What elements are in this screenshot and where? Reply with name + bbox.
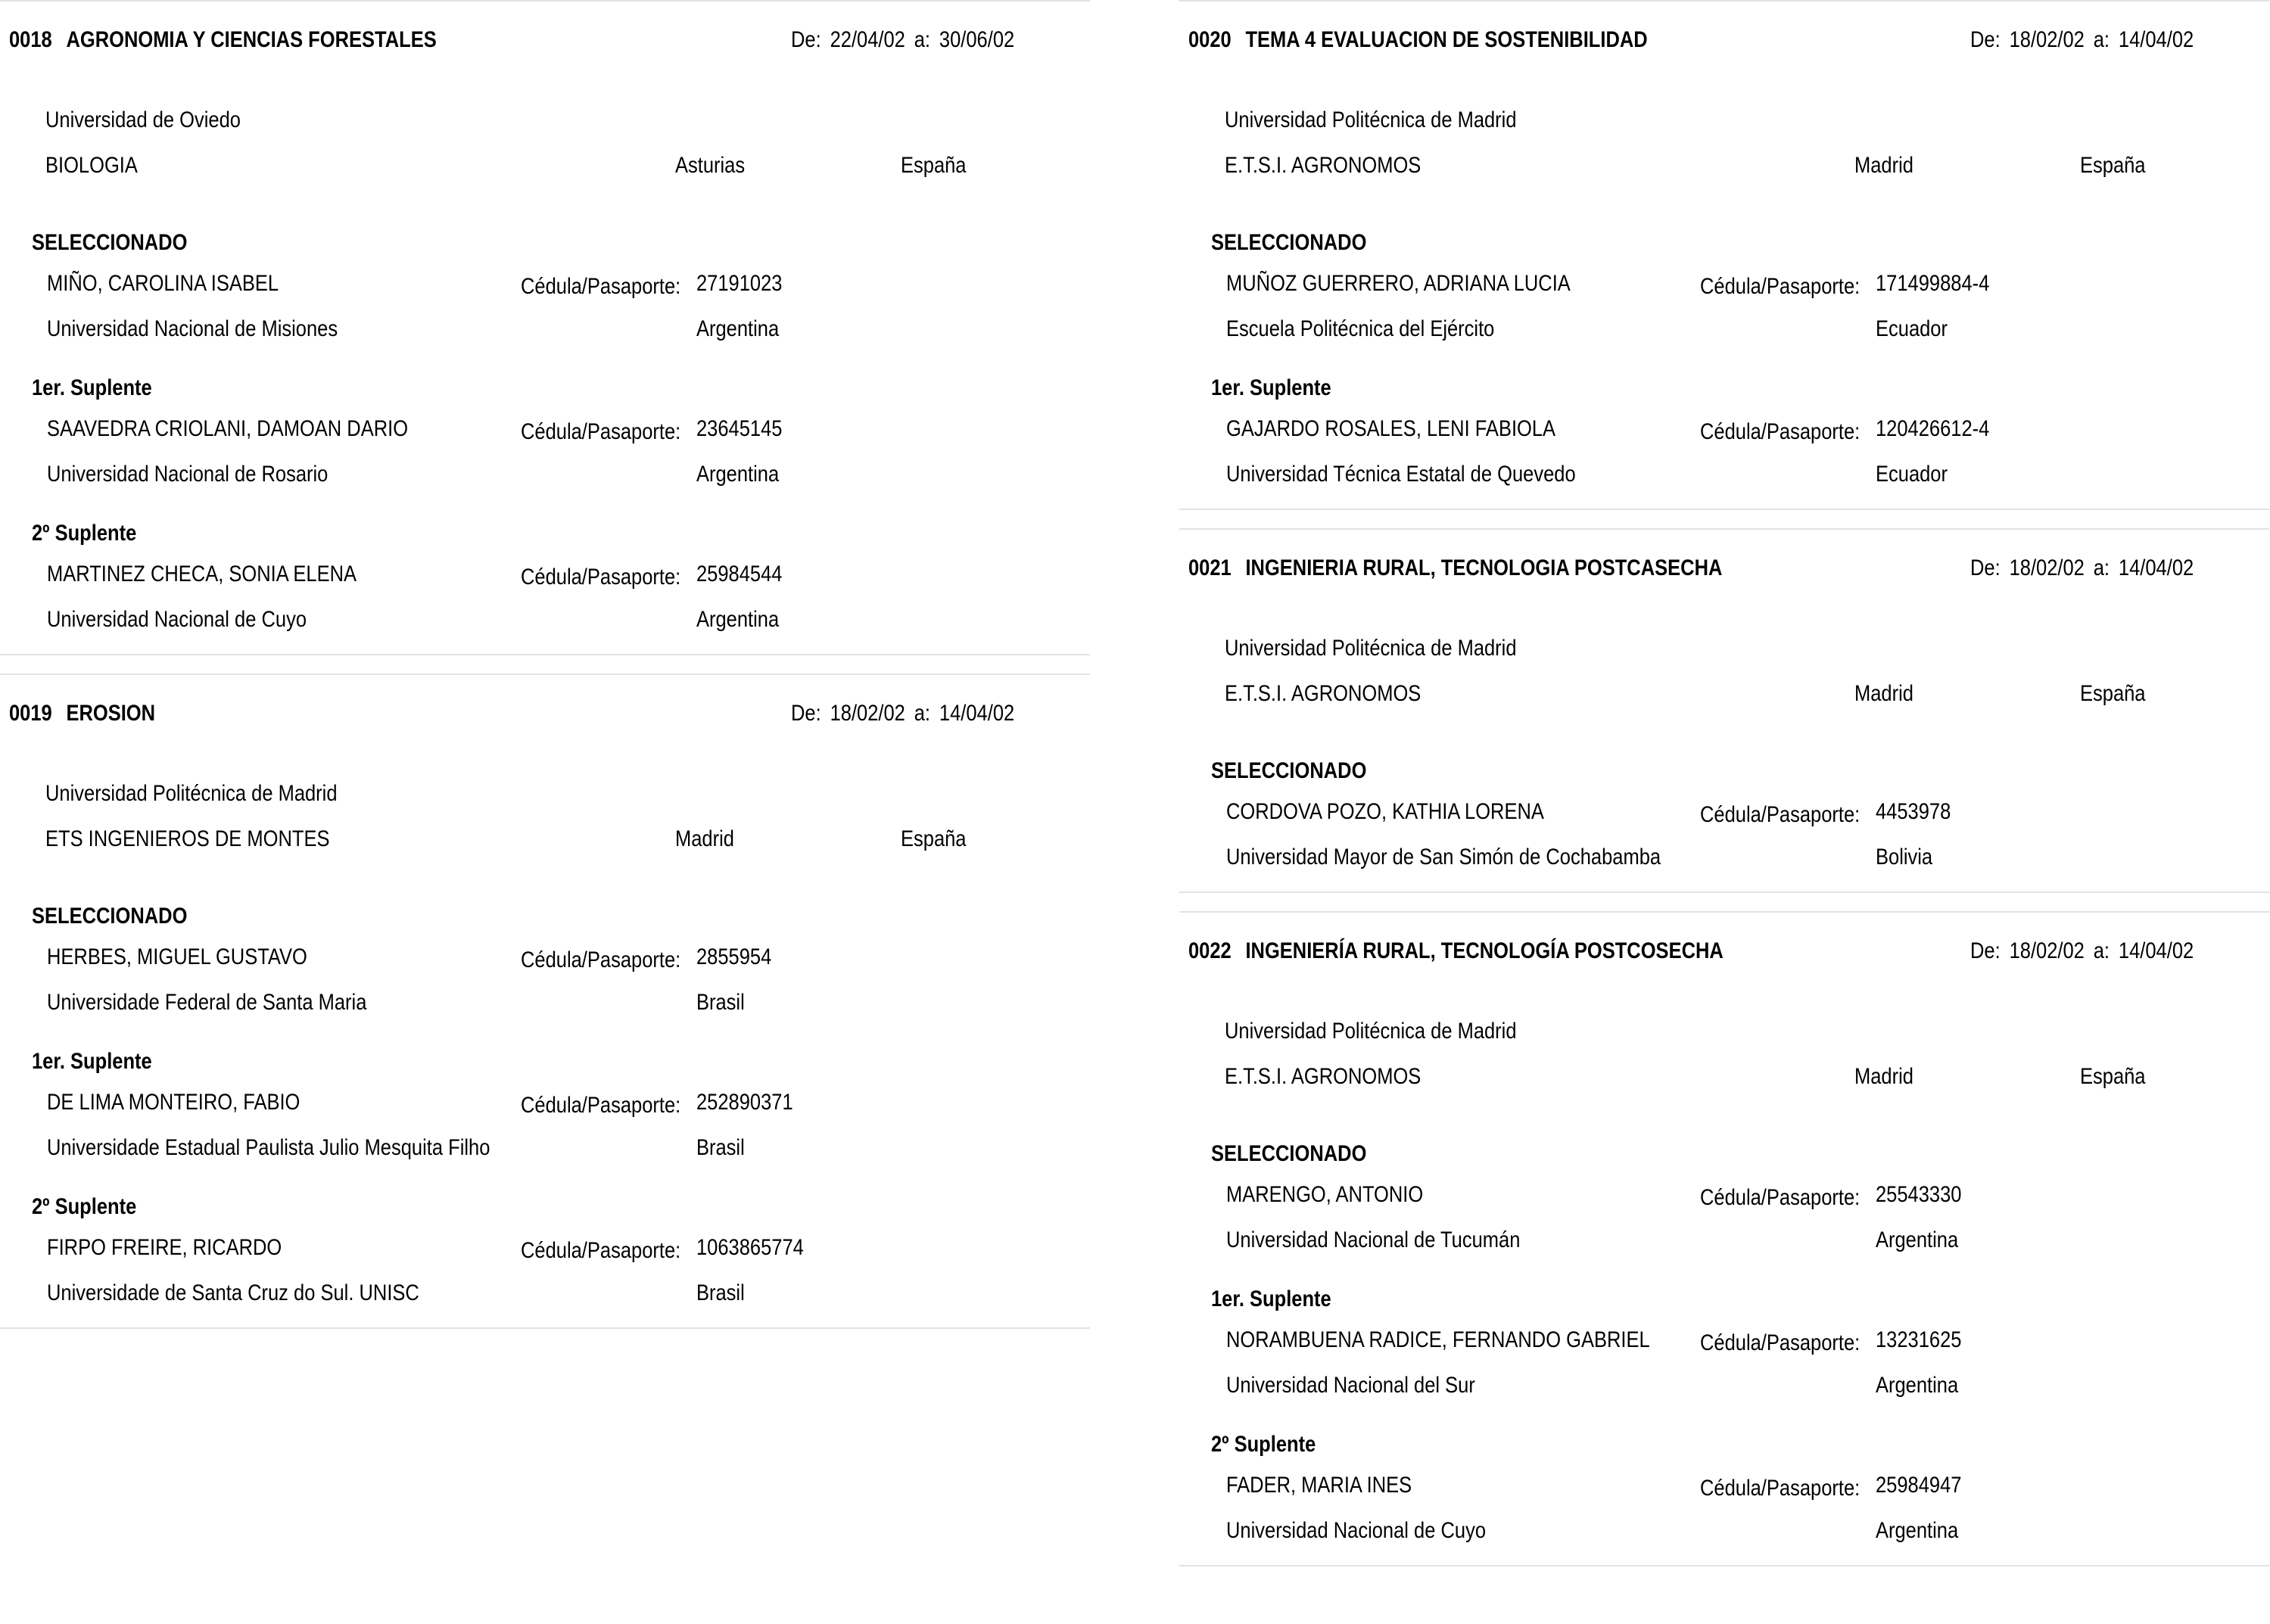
host-department: E.T.S.I. AGRONOMOS xyxy=(1225,681,1421,706)
program-block xyxy=(0,674,1090,1329)
candidate-role: 1er. Suplente xyxy=(32,375,152,400)
program-dates xyxy=(1970,938,2203,964)
host-country: España xyxy=(901,826,967,851)
date-to-label: a: xyxy=(914,701,931,726)
date-from-label: De: xyxy=(1970,27,2001,52)
program-block xyxy=(1179,911,2269,1566)
candidate-country: Argentina xyxy=(696,462,780,487)
candidate-id: 120426612-4 xyxy=(1876,416,1990,441)
date-to: 30/06/02 xyxy=(939,27,1015,52)
id-label: Cédula/Pasaporte: xyxy=(521,419,681,444)
id-label: Cédula/Pasaporte: xyxy=(521,947,681,972)
program-title: INGENIERIA RURAL, TECNOLOGIA POSTCASECHA xyxy=(1245,555,1723,580)
candidate-name: GAJARDO ROSALES, LENI FABIOLA xyxy=(1226,416,1556,441)
program-dates xyxy=(1970,27,2203,53)
candidate-id: 25984947 xyxy=(1876,1473,1962,1498)
id-label: Cédula/Pasaporte: xyxy=(521,274,681,299)
candidate-id: 25984544 xyxy=(696,562,783,586)
candidate-university: Universidad Nacional de Misiones xyxy=(47,316,338,341)
candidate-id: 23645145 xyxy=(696,416,783,441)
candidate-entry xyxy=(0,375,1090,519)
candidate-entry xyxy=(1179,1286,2269,1430)
date-to: 14/04/02 xyxy=(2118,555,2194,580)
program-block xyxy=(1179,528,2269,893)
id-label: Cédula/Pasaporte: xyxy=(1700,802,1861,827)
candidate-role: 2º Suplente xyxy=(1211,1432,1316,1457)
candidate-entry xyxy=(1179,230,2269,374)
program-header xyxy=(1188,27,1648,53)
candidate-university: Universidad Mayor de San Simón de Cochabamba xyxy=(1226,845,1661,870)
candidate-name: MARTINEZ CHECA, SONIA ELENA xyxy=(47,562,357,586)
program-block xyxy=(0,0,1090,655)
candidate-name: MIÑO, CAROLINA ISABEL xyxy=(47,271,279,296)
candidate-country: Brasil xyxy=(696,990,745,1015)
host-city: Madrid xyxy=(1854,153,1913,178)
id-label: Cédula/Pasaporte: xyxy=(521,1093,681,1118)
date-from: 18/02/02 xyxy=(2009,27,2085,52)
program-code: 0021 xyxy=(1188,555,1232,580)
candidate-university: Universidad Nacional de Rosario xyxy=(47,462,329,487)
host-department: ETS INGENIEROS DE MONTES xyxy=(45,826,330,851)
program-title: TEMA 4 EVALUACION DE SOSTENIBILIDAD xyxy=(1245,27,1648,52)
program-header xyxy=(1188,555,1722,581)
host-university: Universidad Politécnica de Madrid xyxy=(45,781,338,806)
host-city: Madrid xyxy=(1854,681,1913,706)
program-code: 0020 xyxy=(1188,27,1232,52)
candidate-university: Universidad Nacional de Tucumán xyxy=(1226,1227,1521,1252)
program-header xyxy=(1188,938,1724,964)
candidate-university: Escuela Politécnica del Ejército xyxy=(1226,316,1495,341)
host-country: España xyxy=(2080,1064,2146,1089)
candidate-university: Universidad Nacional de Cuyo xyxy=(1226,1518,1487,1543)
candidate-country: Brasil xyxy=(696,1280,745,1305)
right-column xyxy=(1179,0,2269,1585)
program-header xyxy=(9,27,437,53)
date-to: 14/04/02 xyxy=(2118,27,2194,52)
date-to: 14/04/02 xyxy=(2118,938,2194,963)
program-title: INGENIERÍA RURAL, TECNOLOGÍA POSTCOSECHA xyxy=(1245,938,1724,963)
candidate-entry xyxy=(0,904,1090,1047)
candidate-university: Universidade de Santa Cruz do Sul. UNISC xyxy=(47,1280,419,1305)
host-country: España xyxy=(2080,153,2146,178)
candidate-role: 1er. Suplente xyxy=(1211,375,1331,400)
candidate-university: Universidade Federal de Santa Maria xyxy=(47,990,367,1015)
program-code: 0018 xyxy=(9,27,52,52)
date-from-label: De: xyxy=(791,701,821,726)
candidate-role: 2º Suplente xyxy=(32,521,137,546)
candidate-university: Universidad Nacional de Cuyo xyxy=(47,607,307,632)
candidate-country: Brasil xyxy=(696,1135,745,1160)
program-title: AGRONOMIA Y CIENCIAS FORESTALES xyxy=(66,27,437,52)
host-country: España xyxy=(2080,681,2146,706)
program-block xyxy=(1179,0,2269,510)
program-code: 0022 xyxy=(1188,938,1232,963)
host-country: España xyxy=(901,153,967,178)
candidate-university: Universidad Técnica Estatal de Quevedo xyxy=(1226,462,1576,487)
candidate-id: 171499884-4 xyxy=(1876,271,1990,296)
id-label: Cédula/Pasaporte: xyxy=(1700,1330,1861,1355)
candidate-country: Argentina xyxy=(1876,1373,1959,1398)
date-to-label: a: xyxy=(2093,555,2110,580)
id-label: Cédula/Pasaporte: xyxy=(1700,1476,1861,1501)
candidate-id: 2855954 xyxy=(696,944,772,969)
candidate-role: SELECCIONADO xyxy=(1211,230,1367,255)
candidate-id: 25543330 xyxy=(1876,1182,1962,1207)
candidate-country: Argentina xyxy=(696,607,780,632)
program-title: EROSION xyxy=(66,701,156,726)
candidate-country: Ecuador xyxy=(1876,462,1948,487)
date-to-label: a: xyxy=(914,27,931,52)
date-from-label: De: xyxy=(1970,555,2001,580)
candidate-name: DE LIMA MONTEIRO, FABIO xyxy=(47,1090,300,1115)
candidate-name: MUÑOZ GUERRERO, ADRIANA LUCIA xyxy=(1226,271,1571,296)
candidate-entry xyxy=(0,230,1090,374)
candidate-role: SELECCIONADO xyxy=(1211,1141,1367,1166)
candidate-name: FADER, MARIA INES xyxy=(1226,1473,1412,1498)
candidate-country: Bolivia xyxy=(1876,845,1933,870)
candidate-entry xyxy=(0,1194,1090,1338)
candidate-role: 1er. Suplente xyxy=(32,1049,152,1074)
program-code: 0019 xyxy=(9,701,52,726)
candidate-entry xyxy=(0,521,1090,664)
host-department: E.T.S.I. AGRONOMOS xyxy=(1225,1064,1421,1089)
candidate-name: MARENGO, ANTONIO xyxy=(1226,1182,1424,1207)
id-label: Cédula/Pasaporte: xyxy=(521,1238,681,1263)
candidate-id: 4453978 xyxy=(1876,799,1951,824)
id-label: Cédula/Pasaporte: xyxy=(1700,419,1861,444)
date-from: 18/02/02 xyxy=(2009,938,2085,963)
candidate-name: CORDOVA POZO, KATHIA LORENA xyxy=(1226,799,1544,824)
candidate-role: SELECCIONADO xyxy=(32,904,188,929)
candidate-id: 1063865774 xyxy=(696,1235,804,1260)
candidate-name: FIRPO FREIRE, RICARDO xyxy=(47,1235,282,1260)
left-column xyxy=(0,0,1090,1347)
candidate-name: HERBES, MIGUEL GUSTAVO xyxy=(47,944,307,969)
candidate-country: Ecuador xyxy=(1876,316,1948,341)
candidate-country: Argentina xyxy=(696,316,780,341)
host-city: Madrid xyxy=(675,826,734,851)
date-from: 18/02/02 xyxy=(2009,555,2085,580)
host-department: E.T.S.I. AGRONOMOS xyxy=(1225,153,1421,178)
id-label: Cédula/Pasaporte: xyxy=(521,565,681,590)
host-city: Asturias xyxy=(675,153,746,178)
host-university: Universidad Politécnica de Madrid xyxy=(1225,1019,1517,1044)
candidate-name: SAAVEDRA CRIOLANI, DAMOAN DARIO xyxy=(47,416,409,441)
candidate-id: 27191023 xyxy=(696,271,783,296)
id-label: Cédula/Pasaporte: xyxy=(1700,1185,1861,1210)
candidate-id: 13231625 xyxy=(1876,1327,1962,1352)
candidate-entry xyxy=(1179,758,2269,902)
candidate-role: SELECCIONADO xyxy=(1211,758,1367,783)
candidate-country: Argentina xyxy=(1876,1227,1959,1252)
program-header xyxy=(9,701,155,726)
candidate-university: Universidad Nacional del Sur xyxy=(1226,1373,1475,1398)
date-from-label: De: xyxy=(791,27,821,52)
program-dates xyxy=(1970,555,2203,581)
candidate-name: NORAMBUENA RADICE, FERNANDO GABRIEL xyxy=(1226,1327,1650,1352)
candidate-entry xyxy=(1179,375,2269,519)
candidate-id: 252890371 xyxy=(696,1090,793,1115)
date-to: 14/04/02 xyxy=(939,701,1015,726)
candidate-country: Argentina xyxy=(1876,1518,1959,1543)
date-from: 18/02/02 xyxy=(830,701,905,726)
program-dates xyxy=(791,701,1023,726)
date-from-label: De: xyxy=(1970,938,2001,963)
host-university: Universidad Politécnica de Madrid xyxy=(1225,107,1517,132)
id-label: Cédula/Pasaporte: xyxy=(1700,274,1861,299)
candidate-university: Universidade Estadual Paulista Julio Mesquita Filho xyxy=(47,1135,490,1160)
date-from: 22/04/02 xyxy=(830,27,905,52)
date-to-label: a: xyxy=(2093,938,2110,963)
candidate-entry xyxy=(1179,1432,2269,1576)
program-dates xyxy=(791,27,1023,53)
candidate-entry xyxy=(1179,1141,2269,1285)
host-university: Universidad Politécnica de Madrid xyxy=(1225,636,1517,661)
host-city: Madrid xyxy=(1854,1064,1913,1089)
date-to-label: a: xyxy=(2093,27,2110,52)
candidate-entry xyxy=(0,1049,1090,1193)
candidate-role: 2º Suplente xyxy=(32,1194,137,1219)
host-department: BIOLOGIA xyxy=(45,153,138,178)
candidate-role: SELECCIONADO xyxy=(32,230,188,255)
host-university: Universidad de Oviedo xyxy=(45,107,241,132)
candidate-role: 1er. Suplente xyxy=(1211,1286,1331,1311)
